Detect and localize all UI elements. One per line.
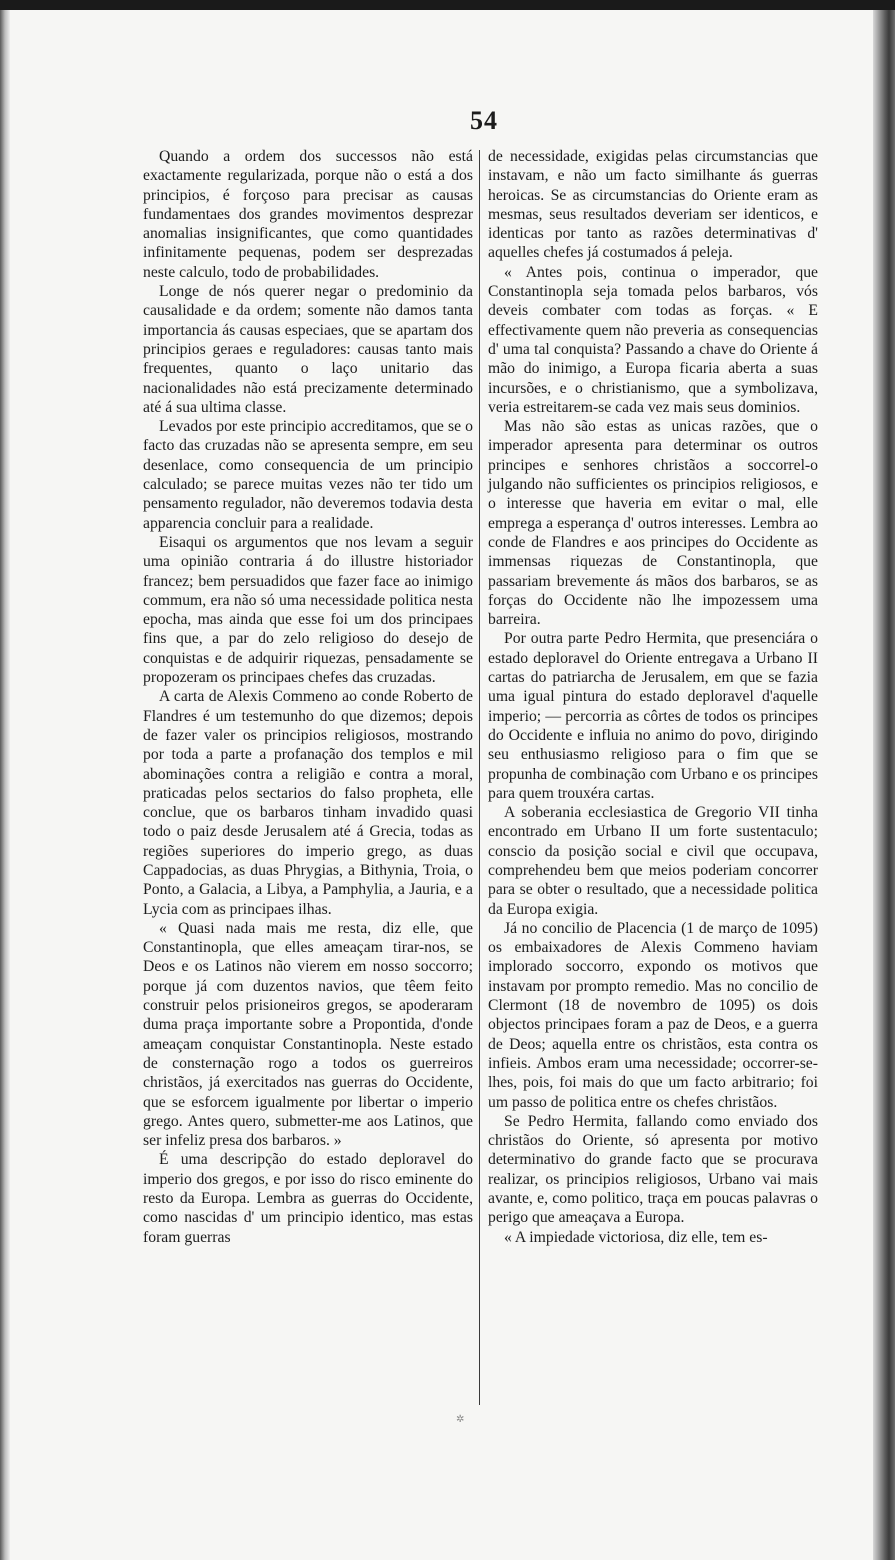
scan-right-edge [873, 10, 895, 1560]
paragraph: A carta de Alexis Commeno ao conde Roberto de Flandres é um testemunho do que dizemos; depois de fazer valer os principios religiosos, mostrando por toda a parte a profanação dos templos e mil abominações contra a religião e contra a moral, praticadas pelos sectarios do falso propheta, elle conclue, que os barbaros tinham invadido quasi todo o paiz desde Jerusalem até á Grecia, todas as regiões superiores do imperio grego, as duas Cappadocias, as duas Phrygias, a Bithynia, Troia, o Ponto, a Galacia, a Libya, a Pamphylia, a Jauria, e a Lycia com as principaes ilhas. [143, 688, 473, 918]
scan-top-border [0, 0, 895, 10]
paragraph: Levados por este principio accreditamos, que se o facto das cruzadas não se apresenta sempre, em seu desenlace, como consequencia de um principio calculado; se parece muitas vezes não ter tido um pensamento regulador, não deveremos todavia desta apparencia concluir para a realidade. [143, 418, 473, 532]
page-number: 54 [470, 106, 498, 135]
left-column [143, 147, 473, 1247]
paragraph: Já no concilio de Placencia (1 de março de 1095) os embaixadores de Alexis Commeno haviam implorado soccorro, expondo os motivos que instavam por prompto remedio. Mas no concilio de Clermont (18 de novembro de 1095) os dois objectos principaes foram a paz de Deos, e a guerra de Deos; aquella entre os christãos, esta contra os infieis. Ambos eram uma necessidade; occorrer-se-lhes, pois, foi mais do que um facto arbitrario; foi um passo de politica entre os chefes christãos. [488, 919, 818, 1111]
right-column [488, 147, 818, 1247]
printer-mark-icon: ✲ [456, 1414, 465, 1425]
paragraph: Longe de nós querer negar o predominio da causalidade e da ordem; somente não damos tanta importancia ás causas especiaes, que se apartam dos principios geraes e reguladores: causas tanto mais frequentes, quanto o laço unitario das nacionalidades não está precizamente determinado até á sua ultima classe. [143, 283, 473, 416]
paragraph: Mas não são estas as unicas razões, que o imperador apresenta para determinar os outros principes e senhores christãos a soccorrel-o julgando não sufficientes os principios religiosos, e o interesse que haveria em evitar o mal, elle emprega a esperança d' outros interesses. Lembra ao conde de Flandres e aos principes do Occidente as immensas riquezas de Constantinopla, que passariam brevemente ás mãos dos barbaros, se as forças do Occidente não lhe impozessem uma barreira. [488, 418, 818, 629]
paragraph: « A impiedade victoriosa, diz elle, tem es- [504, 1228, 768, 1246]
paragraph: « Antes pois, continua o imperador, que Constantinopla seja tomada pelos barbaros, vós deveis combater com todas as forças. « E effectivamente quem não preveria as consequencias d' uma tal conquista? Passando a chave do Oriente á mão do inimigo, a Europa ficaria aberta a suas incursões, e o christianismo, que a symbolizava, veria estreitarem-se cada vez mais seus dominios. [488, 263, 818, 416]
paragraph: Por outra parte Pedro Hermita, que presenciára o estado deploravel do Oriente entregava a Urbano II cartas do patriarcha de Jerusalem, em que se fazia uma igual pintura do estado deploravel d'aquelle imperio; — percorria as côrtes de todos os principes do Occidente e influia no animo do povo, dirigindo seu enthusiasmo religioso para o fim que se propunha de combinação com Urbano e os principes para quem trouxéra cartas. [488, 630, 818, 802]
paragraph: de necessidade, exigidas pelas circumstancias que instavam, e não um facto similhante ás guerras heroicas. Se as circumstancias do Oriente eram as mesmas, seus resultados deveriam ser identicos, e identicas por tanto as razões determinativas d' aquelles chefes já costumados á peleja. [488, 148, 818, 262]
column-divider [479, 150, 480, 1405]
scan-left-edge [0, 10, 10, 1560]
paragraph: Quando a ordem dos successos não está exactamente regularizada, porque não o está a dos principios, é forçoso para precisar as causas fundamentaes dos grandes movimentos desprezar anomalias insignificantes, que como quantidades infinitamente pequenas, podem ser desprezadas neste calculo, todo de probabilidades. [143, 148, 473, 281]
paragraph: Eisaqui os argumentos que nos levam a seguir uma opinião contraria á do illustre historiador francez; bem persuadidos que fazer face ao inimigo commum, era não só uma necessidade politica nesta epocha, mas ainda que esse foi um dos principaes fins que, a par do zelo religioso do desejo de conquistas e de adquirir riquezas, pensadamente se propozeram os principaes chefes das cruzadas. [143, 533, 473, 687]
paragraph: Se Pedro Hermita, fallando como enviado dos christãos do Oriente, só apresenta por motivo determinativo do grande facto que se procurava realizar, os principios religiosos, Urbano vai mais avante, e, como politico, traça em poucas palavras o perigo que ameaçava a Europa. [488, 1112, 818, 1227]
paragraph: « Quasi nada mais me resta, diz elle, que Constantinopla, que elles ameaçam tirar-nos, se Deos e os Latinos não vierem em nosso soccorro; porque já com duzentos navios, que têem feito construir pelos prisioneiros gregos, se apoderaram duma praça importante sobre a Propontida, d'onde ameaçam conquistar Constantinopla. Neste estado de consternação rogo a todos os guerreiros christãos, já exercitados nas guerras do Occidente, que se esforcem igualmente por libertar o imperio grego. Antes quero, submetter-me aos Latinos, que ser infeliz presa dos barbaros. » [143, 919, 473, 1150]
paragraph: A soberania ecclesiastica de Gregorio VII tinha encontrado em Urbano II um forte sustentaculo; conscio da posição social e civil que occupava, comprehendeu bem que meios poderiam concorrer para se obter o resultado, que a necessidade politica da Europa exigia. [488, 804, 818, 918]
paragraph: É uma descripção do estado deploravel do imperio dos gregos, e por isso do risco eminente do resto da Europa. Lembra as guerras do Occidente, como nascidas d' um principio identico, mas estas foram guerras [143, 1151, 473, 1246]
